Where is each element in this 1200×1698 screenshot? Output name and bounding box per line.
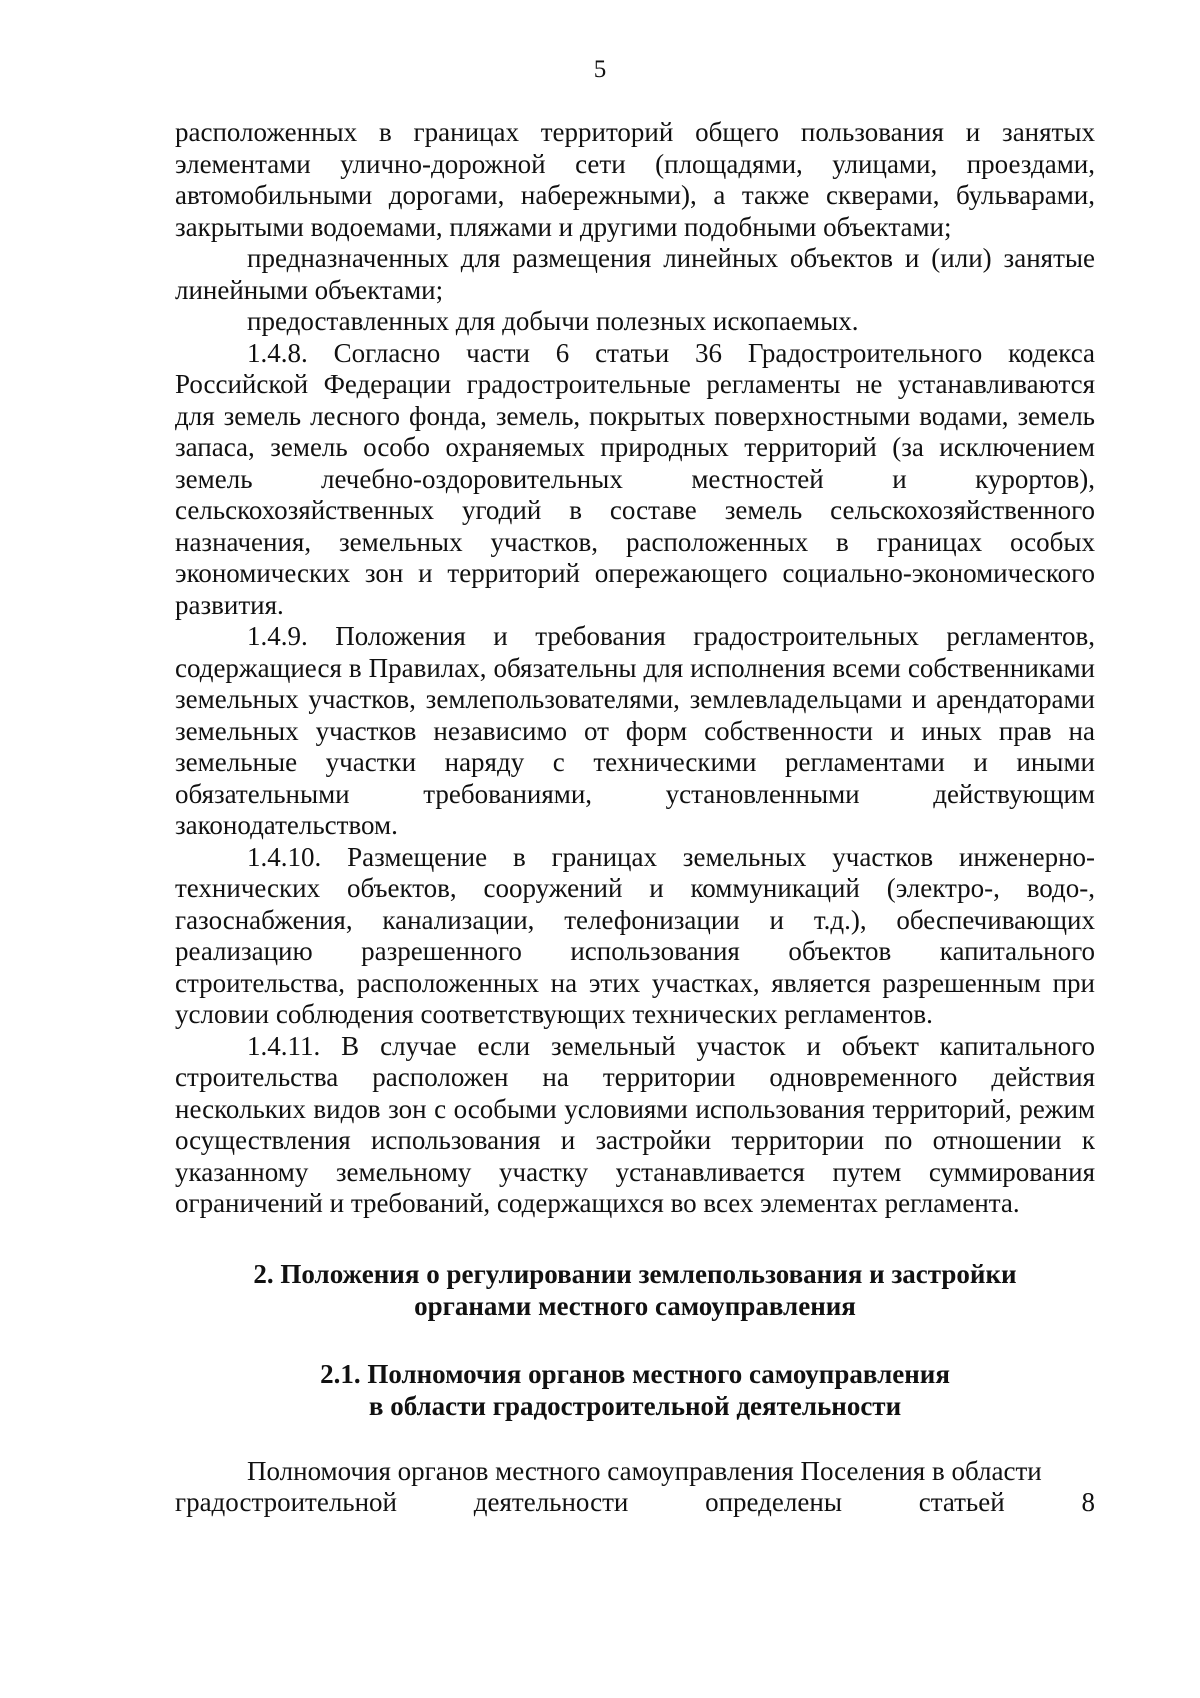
word: деятельности [473,1487,629,1517]
paragraph-mining: предоставленных для добычи полезных ископаемых. [247,306,859,336]
paragraph-1-4-9 [175,621,1095,842]
section-heading [175,1258,1095,1322]
word: 8 [1081,1487,1095,1517]
document-body [175,117,1095,1519]
paragraph-continued: расположенных в границах территорий общего пользования и занятых элементами улично-дорожной сети (площадями, улицами, проездами, автомобильными дорогами, набережными), а также скверами, бульварами, закрытыми водоемами, пляжами и другими подобными объектами; [175,117,1095,242]
word: градостроительной [175,1487,397,1517]
paragraph-powers-line-1: Полномочия органов местного самоуправления Поселения в области [247,1455,1042,1486]
clause-text: В случае если земельный участок и объект капитального строительства расположен на территории одновременного действия нескольких видов зон с особыми условиями использования территорий, режим осуществления использования и застройки территории по отношении к указанному земельному участку устанавливается путем суммирования ограничений и требований, содержащихся во всех элементах регламента. [175,1030,1096,1218]
subsection-heading-line-1: 2.1. Полномочия органов местного самоуправления [320,1358,950,1389]
section-heading-line-1: 2. Положения о регулировании землепользования и застройки [253,1258,1017,1289]
subsection-heading-line-2: в области градостроительной деятельности [368,1390,902,1421]
word: определены [705,1487,842,1517]
clause-number: 1.4.8. [247,337,308,368]
word: статьей [918,1487,1005,1517]
clause-number: 1.4.10. [247,841,322,872]
clause-text: Размещение в границах земельных участков инженерно-технических объектов, сооружений и коммуникаций (электро-, водо-, газоснабжения, канализации, телефонизации и т.д.), обеспечивающих реализацию разрешенного использования объектов капитального строительства, расположенных на этих участках, является разрешенным при условии соблюдения соответствующих технических регламентов. [175,841,1096,1029]
clause-number: 1.4.11. [247,1030,321,1061]
clause-text: Согласно части 6 статьи 36 Градостроительного кодекса Российской Федерации градостроительные регламенты не устанавливаются для земель лесного фонда, земель, покрытых поверхностными водами, земель запаса, земель особо охраняемых природных территорий (за исключением земель лечебно-оздоровительных местностей и курортов), сельскохозяйственных угодий в составе земель сельскохозяйственного назначения, земельных участков, расположенных в границах особых экономических зон и территорий опережающего социально-экономического развития. [175,337,1096,620]
page-number: 5 [593,56,607,83]
clause-text: Положения и требования градостроительных регламентов, содержащиеся в Правилах, обязательны для исполнения всеми собственниками земельных участков, землепользователями, землевладельцами и арендаторами земельных участков независимо от форм собственности и иных прав на земельные участки наряду с техническими регламентами и иными обязательными требованиями, установленными действующим законодательством. [175,621,1095,840]
clause-number: 1.4.9. [247,621,308,651]
paragraph-1-4-8 [175,338,1095,622]
section-heading-line-2: органами местного самоуправления [414,1290,856,1321]
paragraph-powers-line-2 [175,1487,1095,1519]
paragraph-linear-objects: предназначенных для размещения линейных объектов и (или) занятые линейными объектами; [175,243,1095,305]
paragraph-1-4-10 [175,842,1095,1031]
subsection-heading [175,1358,1095,1422]
paragraph-1-4-11 [175,1031,1095,1220]
paragraph-powers [175,1456,1095,1519]
